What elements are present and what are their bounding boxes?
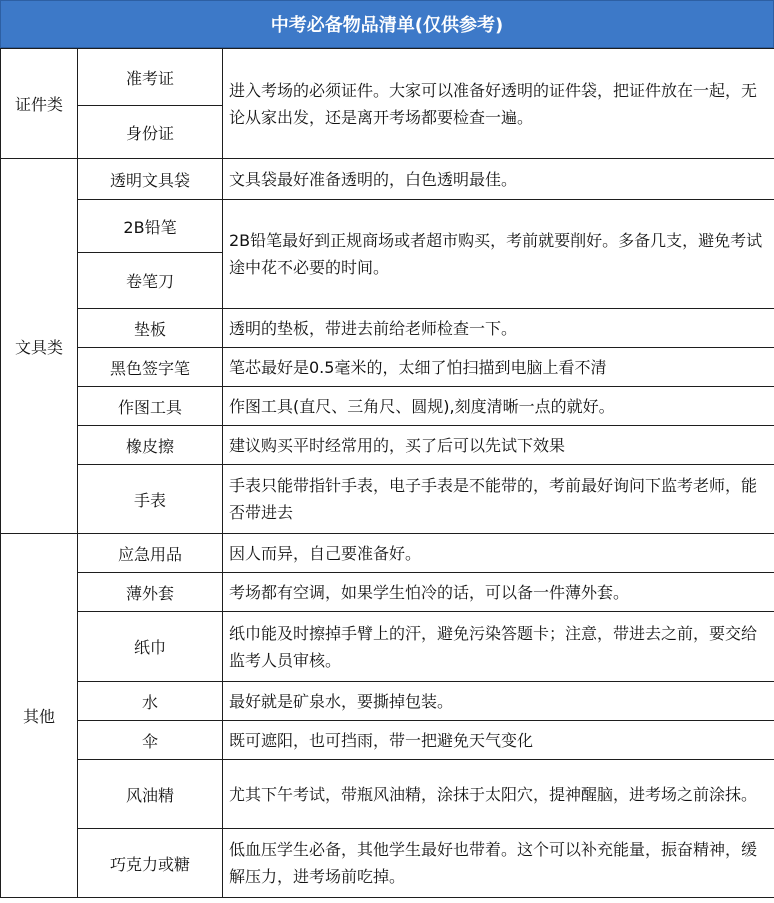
description-cell: 笔芯最好是0.5毫米的，太细了怕扫描到电脑上看不清 xyxy=(223,348,774,387)
item-cell: 黑色签字笔 xyxy=(78,348,223,387)
checklist-table xyxy=(0,48,774,898)
description-cell: 纸巾能及时擦掉手臂上的汗，避免污染答题卡；注意，带进去之前，要交给监考人员审核。 xyxy=(223,612,774,682)
table-row xyxy=(1,829,774,898)
description-cell: 作图工具(直尺、三角尺、圆规),刻度清晰一点的就好。 xyxy=(223,387,774,426)
description-cell: 因人而异，自己要准备好。 xyxy=(223,534,774,573)
table-row xyxy=(1,465,774,534)
item-cell: 薄外套 xyxy=(78,573,223,612)
item-cell: 2B铅笔 xyxy=(78,200,223,253)
description-cell: 尤其下午考试，带瓶风油精，涂抹于太阳穴，提神醒脑，进考场之前涂抹。 xyxy=(223,760,774,829)
item-cell: 透明文具袋 xyxy=(78,159,223,200)
description-cell: 手表只能带指针手表，电子手表是不能带的，考前最好询问下监考老师，能否带进去 xyxy=(223,465,774,534)
description-cell: 文具袋最好准备透明的，白色透明最佳。 xyxy=(223,159,774,200)
table-row xyxy=(1,721,774,760)
item-cell: 橡皮擦 xyxy=(78,426,223,465)
table-row xyxy=(1,760,774,829)
item-cell: 垫板 xyxy=(78,309,223,348)
table-row xyxy=(1,387,774,426)
item-cell: 准考证 xyxy=(78,49,223,106)
table-row xyxy=(1,159,774,200)
table-row xyxy=(1,534,774,573)
category-cell: 证件类 xyxy=(1,49,78,159)
description-cell: 既可遮阳，也可挡雨，带一把避免天气变化 xyxy=(223,721,774,760)
item-cell: 水 xyxy=(78,682,223,721)
table-row xyxy=(1,49,774,106)
table-row xyxy=(1,682,774,721)
description-cell: 建议购买平时经常用的，买了后可以先试下效果 xyxy=(223,426,774,465)
table-row xyxy=(1,348,774,387)
item-cell: 应急用品 xyxy=(78,534,223,573)
table-row xyxy=(1,200,774,253)
table-row xyxy=(1,309,774,348)
description-cell: 最好就是矿泉水，要撕掉包装。 xyxy=(223,682,774,721)
item-cell: 手表 xyxy=(78,465,223,534)
category-cell: 其他 xyxy=(1,534,78,898)
item-cell: 伞 xyxy=(78,721,223,760)
description-cell: 进入考场的必须证件。大家可以准备好透明的证件袋，把证件放在一起，无论从家出发，还是离开考场都要检查一遍。 xyxy=(223,49,774,159)
description-cell: 低血压学生必备，其他学生最好也带着。这个可以补充能量，振奋精神，缓解压力，进考场前吃掉。 xyxy=(223,829,774,898)
description-cell: 考场都有空调，如果学生怕冷的话，可以备一件薄外套。 xyxy=(223,573,774,612)
item-cell: 纸巾 xyxy=(78,612,223,682)
item-cell: 风油精 xyxy=(78,760,223,829)
item-cell: 巧克力或糖 xyxy=(78,829,223,898)
item-cell: 身份证 xyxy=(78,106,223,159)
page-title: 中考必备物品清单(仅供参考) xyxy=(0,0,774,48)
category-cell: 文具类 xyxy=(1,159,78,534)
item-cell: 作图工具 xyxy=(78,387,223,426)
table-row xyxy=(1,426,774,465)
item-cell: 卷笔刀 xyxy=(78,253,223,309)
description-cell: 2B铅笔最好到正规商场或者超市购买，考前就要削好。多备几支，避免考试途中花不必要的时间。 xyxy=(223,200,774,309)
description-cell: 透明的垫板，带进去前给老师检查一下。 xyxy=(223,309,774,348)
table-row xyxy=(1,573,774,612)
table-row xyxy=(1,612,774,682)
